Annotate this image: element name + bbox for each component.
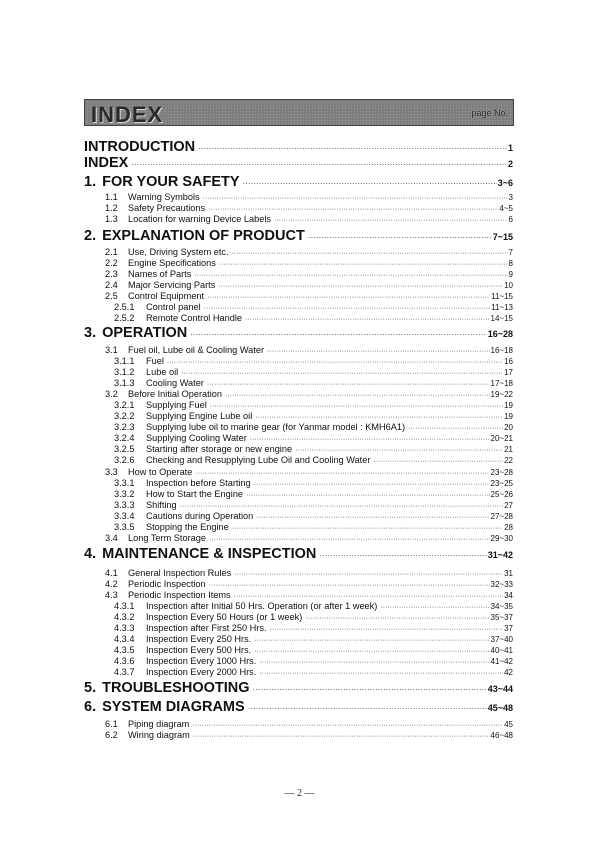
toc-entry[interactable] (114, 378, 513, 388)
toc-entry-title: Inspection Every 50 Hours (or 1 week) (146, 612, 303, 622)
toc-entry-title: Fuel (146, 356, 164, 366)
toc-entry-title: Inspection after Initial 50 Hrs. Operation (or after 1 week) (146, 601, 378, 611)
toc-entry[interactable] (105, 579, 513, 589)
toc-entry[interactable] (105, 730, 513, 740)
toc-entry[interactable] (114, 656, 513, 666)
toc-entry-number: 6.2 (105, 730, 118, 740)
index-title: INDEX (91, 102, 164, 127)
dot-leader (246, 492, 489, 499)
toc-entry-page: 11~15 (491, 292, 513, 301)
toc-entry-page: 3 (508, 193, 513, 202)
toc-entry-page: 16~18 (490, 346, 513, 355)
dot-leader (209, 536, 490, 543)
dot-leader (308, 233, 492, 242)
toc-entry-page: 14~15 (490, 314, 513, 323)
toc-entry-title: Control panel (146, 302, 201, 312)
toc-entry-number: 3.3 (105, 467, 118, 477)
toc-entry-page: 43~44 (487, 684, 513, 694)
dot-leader (274, 217, 508, 224)
toc-entry[interactable] (114, 444, 513, 454)
dot-leader (208, 206, 498, 213)
toc-entry[interactable] (114, 411, 513, 421)
toc-entry[interactable] (114, 612, 513, 622)
toc-entry-title: SYSTEM DIAGRAMS (102, 699, 245, 715)
toc-entry-title: INTRODUCTION (84, 139, 196, 155)
toc-entry[interactable] (114, 302, 513, 312)
dot-leader (243, 179, 497, 188)
toc-entry-title: Periodic Inspection (128, 579, 206, 589)
toc-entry-page: 40~41 (490, 646, 513, 655)
dot-leader (295, 447, 503, 454)
toc-entry[interactable] (105, 203, 513, 213)
toc-entry-page: 42 (504, 668, 513, 677)
dot-leader (408, 425, 503, 432)
toc-entry[interactable] (84, 325, 513, 341)
toc-entry[interactable] (114, 489, 513, 499)
toc-entry-number: 3.1.3 (114, 378, 135, 388)
dot-leader (254, 481, 490, 488)
dot-leader (232, 250, 508, 257)
toc-entry[interactable] (105, 214, 513, 224)
toc-entry-number: 4.3 (105, 590, 118, 600)
dot-leader (259, 659, 489, 666)
toc-entry-title: Cooling Water (146, 378, 204, 388)
toc-entry-number: 4.3.7 (114, 667, 135, 677)
toc-entry[interactable] (114, 313, 513, 323)
toc-entry-title: INDEX (84, 155, 129, 171)
toc-entry-number: 3.2.2 (114, 411, 135, 421)
toc-entry[interactable] (114, 478, 513, 488)
toc-entry-page: 19 (504, 412, 513, 421)
toc-entry-number: 3.3.4 (114, 511, 135, 521)
toc-entry-page: 20 (504, 423, 513, 432)
toc-entry-page: 37~40 (490, 635, 513, 644)
page-number: — 2 — (284, 788, 315, 799)
toc-entry-page: 34~35 (490, 602, 513, 611)
toc-entry[interactable] (105, 345, 513, 355)
toc-entry[interactable] (114, 500, 513, 510)
toc-entry-title: Supplying lube oil to marine gear (for Yanmar model : KMH6A1) (146, 422, 406, 432)
toc-entry-page: 11~13 (491, 303, 513, 312)
toc-entry-number: 3.2.1 (114, 400, 135, 410)
toc-entry-title: Supplying Cooling Water (146, 433, 247, 443)
toc-entry-number: 4.1 (105, 568, 118, 578)
toc-entry-number: 2.1 (105, 247, 118, 257)
toc-entry[interactable] (105, 291, 513, 301)
toc-entry-page: 28 (504, 523, 513, 532)
toc-entry-page: 22 (504, 456, 513, 465)
toc-entry-title: Long Term Storage (128, 533, 206, 543)
dot-leader (254, 648, 489, 655)
toc-entry-page: 4~5 (499, 204, 513, 213)
toc-entry-title: EXPLANATION OF PRODUCT (102, 228, 305, 244)
toc-entry-page: 27 (504, 501, 513, 510)
toc-entry-page: 27~28 (490, 512, 513, 521)
toc-entry[interactable] (105, 192, 513, 202)
toc-entry-number: 1.2 (105, 203, 118, 213)
toc-entry-page: 32~33 (490, 580, 513, 589)
dot-leader (248, 704, 487, 713)
toc-entry-page: 17 (504, 368, 513, 377)
toc-entry-number: 3.2.6 (114, 455, 135, 465)
toc-entry-title: Remote Control Handle (146, 313, 243, 323)
toc-entry-page: 20~21 (490, 434, 513, 443)
toc-entry-number: 3. (84, 325, 97, 341)
toc-entry-page: 8 (508, 259, 513, 268)
toc-entry-title: Warning Symbols (128, 192, 200, 202)
toc-entry-title: Major Servicing Parts (128, 280, 216, 290)
toc-entry[interactable] (114, 601, 513, 611)
toc-entry-number: 4.3.6 (114, 656, 135, 666)
dot-leader (193, 733, 490, 740)
toc-entry-number: 4.3.3 (114, 623, 135, 633)
dot-leader (319, 551, 486, 560)
dot-leader (305, 615, 489, 622)
toc-entry-number: 1. (84, 174, 97, 190)
toc-entry[interactable] (84, 155, 513, 171)
dot-leader (255, 414, 503, 421)
toc-entry-number: 2.4 (105, 280, 118, 290)
toc-entry-title: Use, Driving System etc. (128, 247, 229, 257)
dot-leader (373, 458, 503, 465)
dot-leader (207, 381, 490, 388)
dot-leader (131, 160, 507, 169)
toc-entry-number: 1.3 (105, 214, 118, 224)
toc-entry-title: Periodic Inspection Items (128, 590, 231, 600)
toc-entry-page: 34 (504, 591, 513, 600)
dot-leader (234, 571, 503, 578)
toc-entry-page: 29~30 (490, 534, 513, 543)
toc-entry-number: 3.1 (105, 345, 118, 355)
toc-entry-title: Cautions during Operation (146, 511, 254, 521)
toc-entry[interactable] (114, 367, 513, 377)
dot-leader (380, 604, 489, 611)
dot-leader (232, 525, 503, 532)
toc-entry-page: 31~42 (487, 550, 513, 560)
toc-entry-title: Supplying Fuel (146, 400, 207, 410)
toc-entry[interactable] (84, 699, 513, 715)
toc-entry-title: Engine Specifications (128, 258, 216, 268)
toc-entry[interactable] (114, 433, 513, 443)
toc-entry-title: General Inspection Rules (128, 568, 232, 578)
toc-entry-number: 3.2 (105, 389, 118, 399)
dot-leader (210, 403, 503, 410)
toc-entry-page: 46~48 (490, 731, 513, 740)
toc-entry[interactable] (105, 568, 513, 578)
toc-entry[interactable] (114, 667, 513, 677)
toc-entry-number: 4.3.2 (114, 612, 135, 622)
toc-entry-page: 7~15 (492, 232, 513, 242)
dot-leader (218, 283, 503, 290)
toc-entry-page: 21 (504, 445, 513, 454)
toc-entry-number: 6. (84, 699, 97, 715)
toc-entry-number: 4.3.4 (114, 634, 135, 644)
toc-entry-title: Inspection Every 500 Hrs. (146, 645, 252, 655)
dot-leader (204, 305, 490, 312)
dot-leader (180, 503, 503, 510)
toc-entry-title: Location for warning Device Labels (128, 214, 271, 224)
dot-leader (194, 272, 507, 279)
toc-entry[interactable] (114, 522, 513, 532)
toc-entry-number: 2.5.1 (114, 302, 135, 312)
toc-entry-title: How to Start the Engine (146, 489, 244, 499)
toc-entry[interactable] (84, 228, 513, 244)
dot-leader (209, 582, 490, 589)
dot-leader (267, 348, 490, 355)
toc-entry-page: 37 (504, 624, 513, 633)
toc-entry-number: 2.5.2 (114, 313, 135, 323)
toc-entry-page: 23~25 (490, 479, 513, 488)
toc-entry-page: 23~28 (490, 468, 513, 477)
toc-entry-page: 16~28 (487, 329, 513, 339)
toc-entry-number: 4.2 (105, 579, 118, 589)
toc-entry[interactable] (114, 511, 513, 521)
toc-entry-title: Checking and Resupplying Lube Oil and Cooling Water (146, 455, 371, 465)
dot-leader (254, 637, 489, 644)
toc-entry-page: 10 (504, 281, 513, 290)
toc-entry[interactable] (84, 139, 513, 155)
toc-entry[interactable] (105, 389, 513, 399)
toc-entry-page: 19~22 (490, 390, 513, 399)
toc-entry-page: 7 (508, 248, 513, 257)
toc-entry[interactable] (114, 422, 513, 432)
toc-entry-page: 3~6 (497, 178, 513, 188)
toc-entry[interactable] (114, 356, 513, 366)
dot-leader (219, 261, 508, 268)
toc-entry-number: 3.3.1 (114, 478, 135, 488)
toc-entry-title: Control Equipment (128, 291, 205, 301)
toc-entry-page: 31 (504, 569, 513, 578)
toc-entry-number: 1.1 (105, 192, 118, 202)
toc-entry-number: 3.4 (105, 533, 118, 543)
toc-entry-number: 5. (84, 680, 97, 696)
toc-entry-title: Lube oil (146, 367, 179, 377)
toc-entry-number: 3.2.5 (114, 444, 135, 454)
toc-entry-title: FOR YOUR SAFETY (102, 174, 240, 190)
toc-entry-number: 3.1.1 (114, 356, 135, 366)
toc-entry-title: Shifting (146, 500, 177, 510)
toc-entry[interactable] (105, 247, 513, 257)
toc-entry-number: 3.3.2 (114, 489, 135, 499)
toc-entry[interactable] (114, 455, 513, 465)
toc-entry-title: Fuel oil, Lube oil & Cooling Water (128, 345, 265, 355)
toc-entry-title: Inspection Every 1000 Hrs. (146, 656, 257, 666)
toc-entry-title: Inspection before Starting (146, 478, 251, 488)
toc-entry-title: OPERATION (102, 325, 188, 341)
toc-entry-page: 19 (504, 401, 513, 410)
toc-entry-number: 4.3.5 (114, 645, 135, 655)
toc-entry[interactable] (105, 719, 513, 729)
dot-leader (181, 370, 503, 377)
dot-leader (234, 593, 503, 600)
toc-entry[interactable] (105, 280, 513, 290)
toc-entry-title: Stopping the Engine (146, 522, 229, 532)
toc-entry[interactable] (84, 546, 513, 562)
toc-entry[interactable] (114, 400, 513, 410)
dot-leader (270, 626, 504, 633)
dot-leader (259, 670, 503, 677)
toc-entry-title: Starting after storage or new engine (146, 444, 293, 454)
dot-leader (245, 316, 490, 323)
toc-entry-number: 4.3.1 (114, 601, 135, 611)
toc-entry-title: MAINTENANCE & INSPECTION (102, 546, 317, 562)
dot-leader (203, 195, 508, 202)
toc-entry-title: Names of Parts (128, 269, 192, 279)
toc-entry-number: 2.3 (105, 269, 118, 279)
toc-entry-number: 6.1 (105, 719, 118, 729)
toc-entry-page: 2 (507, 159, 513, 169)
toc-entry-title: TROUBLESHOOTING (102, 680, 250, 696)
dot-leader (167, 359, 503, 366)
toc-entry-page: 17~18 (490, 379, 513, 388)
toc-entry-number: 3.3.5 (114, 522, 135, 532)
page-no-label: page No. (471, 108, 508, 118)
toc-entry-number: 4. (84, 546, 97, 562)
toc-entry[interactable] (105, 467, 513, 477)
toc-entry-title: Supplying Engine Lube oil (146, 411, 253, 421)
toc-entry-title: Piping diagram (128, 719, 190, 729)
toc-entry-title: Safety Precautions (128, 203, 206, 213)
toc-entry-page: 35~37 (490, 613, 513, 622)
toc-entry-title: Inspection Every 250 Hrs. (146, 634, 252, 644)
toc-entry-page: 1 (507, 143, 513, 153)
dot-leader (207, 294, 490, 301)
toc-entry[interactable] (105, 258, 513, 268)
toc-entry-number: 3.2.4 (114, 433, 135, 443)
toc-entry[interactable] (105, 269, 513, 279)
toc-entry-page: 16 (504, 357, 513, 366)
toc-entry[interactable] (105, 590, 513, 600)
toc-entry-number: 3.2.3 (114, 422, 135, 432)
dot-leader (253, 685, 487, 694)
toc-entry-title: Inspection after First 250 Hrs. (146, 623, 267, 633)
toc-entry[interactable] (114, 623, 513, 633)
toc-entry-title: Inspection Every 2000 Hrs. (146, 667, 257, 677)
dot-leader (250, 436, 490, 443)
toc-entry-page: 25~26 (490, 490, 513, 499)
dot-leader (190, 330, 487, 339)
dot-leader (225, 392, 490, 399)
toc-entry-number: 2. (84, 228, 97, 244)
toc-entry-number: 3.3.3 (114, 500, 135, 510)
toc-entry-title: Wiring diagram (128, 730, 190, 740)
toc-entry[interactable] (84, 680, 513, 696)
toc-entry[interactable] (105, 533, 513, 543)
dot-leader (198, 144, 507, 153)
toc-entry[interactable] (114, 645, 513, 655)
toc-entry[interactable] (114, 634, 513, 644)
toc-entry-page: 45~48 (487, 703, 513, 713)
toc-entry-number: 2.5 (105, 291, 118, 301)
toc-entry[interactable] (84, 174, 513, 190)
dot-leader (192, 722, 503, 729)
toc-entry-number: 2.2 (105, 258, 118, 268)
dot-leader (195, 470, 489, 477)
toc-entry-page: 9 (508, 270, 513, 279)
toc-entry-number: 3.1.2 (114, 367, 135, 377)
dot-leader (256, 514, 489, 521)
toc-entry-page: 6 (508, 215, 513, 224)
toc-entry-title: Before Initial Operation (128, 389, 222, 399)
toc-entry-page: 41~42 (490, 657, 513, 666)
toc-entry-page: 45 (504, 720, 513, 729)
toc-entry-title: How to Operate (128, 467, 193, 477)
